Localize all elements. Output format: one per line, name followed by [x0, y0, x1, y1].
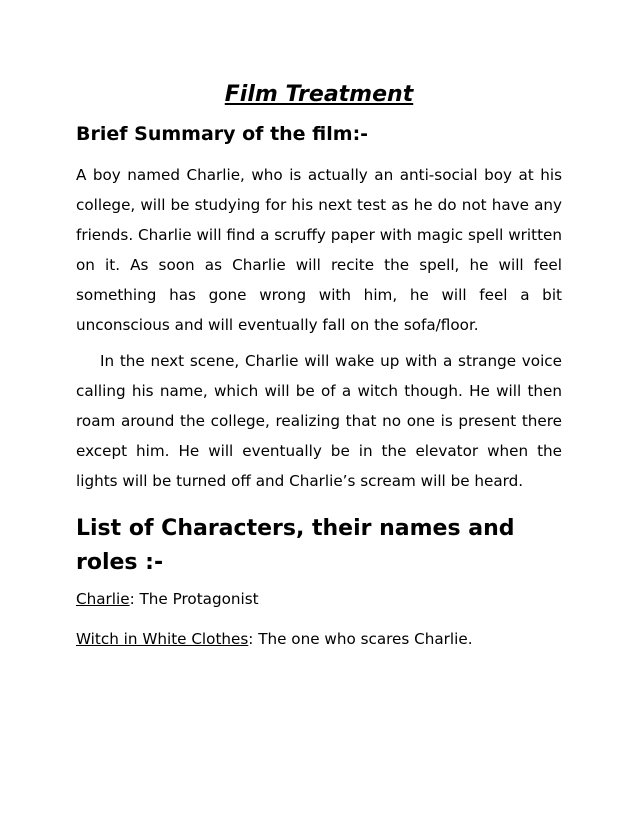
summary-paragraph-1: A boy named Charlie, who is actually an anti-social boy at his college, will be studying for his next test as he do not have any friends. Charlie will find a scruffy paper with magic spell written on it. As soon as Charlie will recite the spell, he will feel something has gone wrong with him, he will feel a bit unconscious and will eventually fall on the sofa/floor. [76, 166, 562, 334]
character-separator: : [129, 590, 140, 608]
character-name: Charlie [76, 590, 130, 608]
character-role: The Protagonist [139, 590, 259, 608]
summary-heading: Brief Summary of the film:- [76, 123, 369, 145]
character-role: The one who scares Charlie. [258, 630, 473, 648]
document-title: Film Treatment [224, 82, 414, 107]
summary-paragraph-2: In the next scene, Charlie will wake up with a strange voice calling his name, which will be of a witch though. He will then roam around the college, realizing that no one is present there except him. He will eventually be in the elevator when the lights will be turned off and Charlie’s scream will be heard. [76, 352, 562, 490]
character-separator: : [248, 630, 259, 648]
document-page [76, 80, 562, 654]
characters-heading: List of Characters, their names and roles :- [76, 516, 515, 575]
character-item [76, 584, 562, 614]
character-item [76, 624, 562, 654]
character-name: Witch in White Clothes [76, 630, 249, 648]
